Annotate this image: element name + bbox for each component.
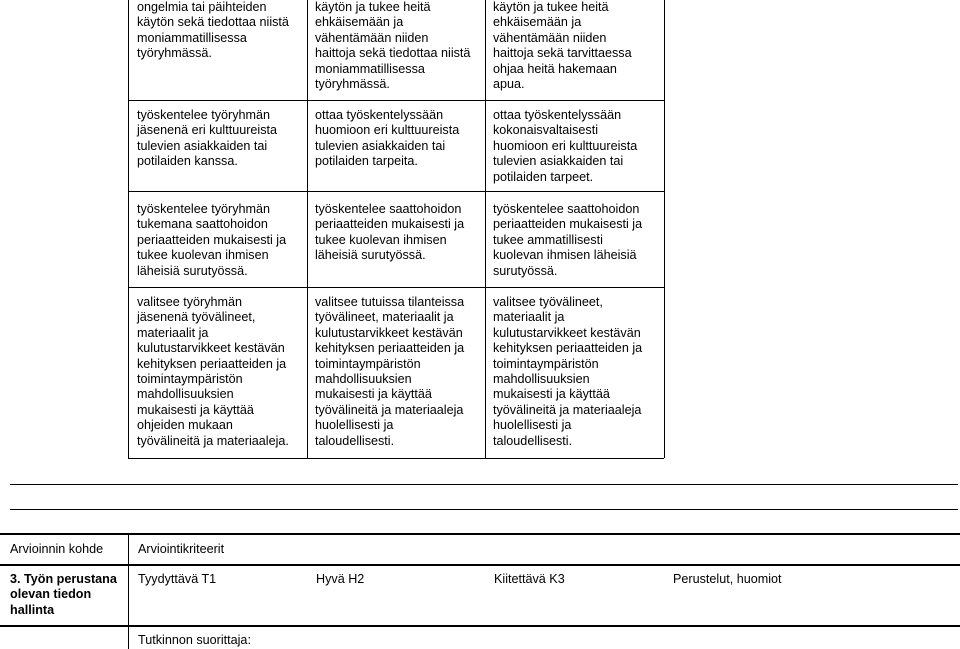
header-assessment-target: Arvioinnin kohde — [10, 542, 104, 556]
criteria-cell-satisfactory: työskentelee työryhmän tukemana saattohoidon periaatteiden mukaisesti ja tukee kuolevan ihmisen läheisiä surutyössä. — [137, 202, 287, 278]
level-justifications: Perustelut, huomiot — [673, 572, 782, 586]
criteria-cell-good: valitsee tutuissa tilanteissa työvälineet, materiaalit ja kulutustarvikkeet kestävän kehityksen periaatteiden ja toimintaympäristön mahdollisuuksien mukaisesti ja käyttää työvälineitä ja materiaaleja huolellisesti ja taloudellisesti. — [315, 295, 465, 448]
separator-line — [10, 484, 958, 485]
criteria-cell-good: käytön ja tukee heitä ehkäisemään ja vähentämään niiden haittoja sekä tiedottaa niistä moniammatillisessa työryhmässä. — [315, 0, 471, 92]
criteria-table-border — [128, 287, 664, 288]
criteria-table-border — [128, 100, 664, 101]
level-satisfactory: Tyydyttävä T1 — [138, 572, 217, 586]
criteria-cell-satisfactory: valitsee työryhmän jäsenenä työvälineet, materiaalit ja kulutustarvikkeet kestävän kehityksen periaatteiden ja toimintaympäristön mahdollisuuksien mukaisesti ja käyttää ohjeiden mukaan työvälineitä ja materiaaleja. — [137, 295, 289, 448]
criteria-table-border — [485, 0, 486, 458]
level-excellent: Kiitettävä K3 — [494, 572, 565, 586]
criteria-cell-satisfactory: ongelmia tai päihteiden käytön sekä tiedottaa niistä moniammatillisessa työryhmässä. — [137, 0, 289, 61]
criteria-cell-excellent: ottaa työskentelyssään kokonaisvaltaisesti huomioon eri kulttuureista tulevien asiakkaiden tai potilaiden tarpeet. — [493, 108, 638, 184]
criteria-cell-excellent: valitsee työvälineet, materiaalit ja kulutustarvikkeet kestävän kehityksen periaatteiden ja toimintaympäristön mahdollisuuksien mukaisesti ja käyttää työvälineitä ja materiaaleja huolellisesti ja taloudellisesti. — [493, 295, 643, 448]
header-assessment-criteria: Arviointikriteerit — [138, 542, 225, 556]
separator-line — [10, 509, 958, 510]
assessment-table-border — [128, 533, 129, 649]
criteria-cell-good: ottaa työskentelyssään huomioon eri kulttuureista tulevien asiakkaiden tai potilaiden tarpeita. — [315, 108, 460, 169]
criteria-cell-good: työskentelee saattohoidon periaatteiden mukaisesti ja tukee kuolevan ihmisen läheisiä surutyössä. — [315, 202, 465, 263]
criteria-table-border — [307, 0, 308, 458]
criteria-table-border — [664, 0, 665, 458]
level-good: Hyvä H2 — [316, 572, 365, 586]
assessment-target-label: 3. Työn perustana olevan tiedon hallinta — [10, 572, 117, 617]
criteria-table-border — [128, 0, 129, 458]
assessment-table-border — [0, 564, 960, 566]
criteria-cell-satisfactory: työskentelee työryhmän jäsenenä eri kulttuureista tulevien asiakkaiden tai potilaiden kanssa. — [137, 108, 278, 169]
performer-label: Tutkinnon suorittaja: — [138, 633, 251, 647]
assessment-table-border — [0, 625, 960, 627]
criteria-cell-excellent: työskentelee saattohoidon periaatteiden mukaisesti ja tukee ammatillisesti kuolevan ihmisen läheisiä surutyössä. — [493, 202, 643, 278]
criteria-cell-excellent: käytön ja tukee heitä ehkäisemään ja vähentämään niiden haittoja sekä tarvittaessa ohjaa heitä hakemaan apua. — [493, 0, 632, 92]
criteria-table-border — [128, 458, 664, 459]
criteria-table-border — [128, 191, 664, 192]
assessment-table-border — [0, 533, 960, 535]
